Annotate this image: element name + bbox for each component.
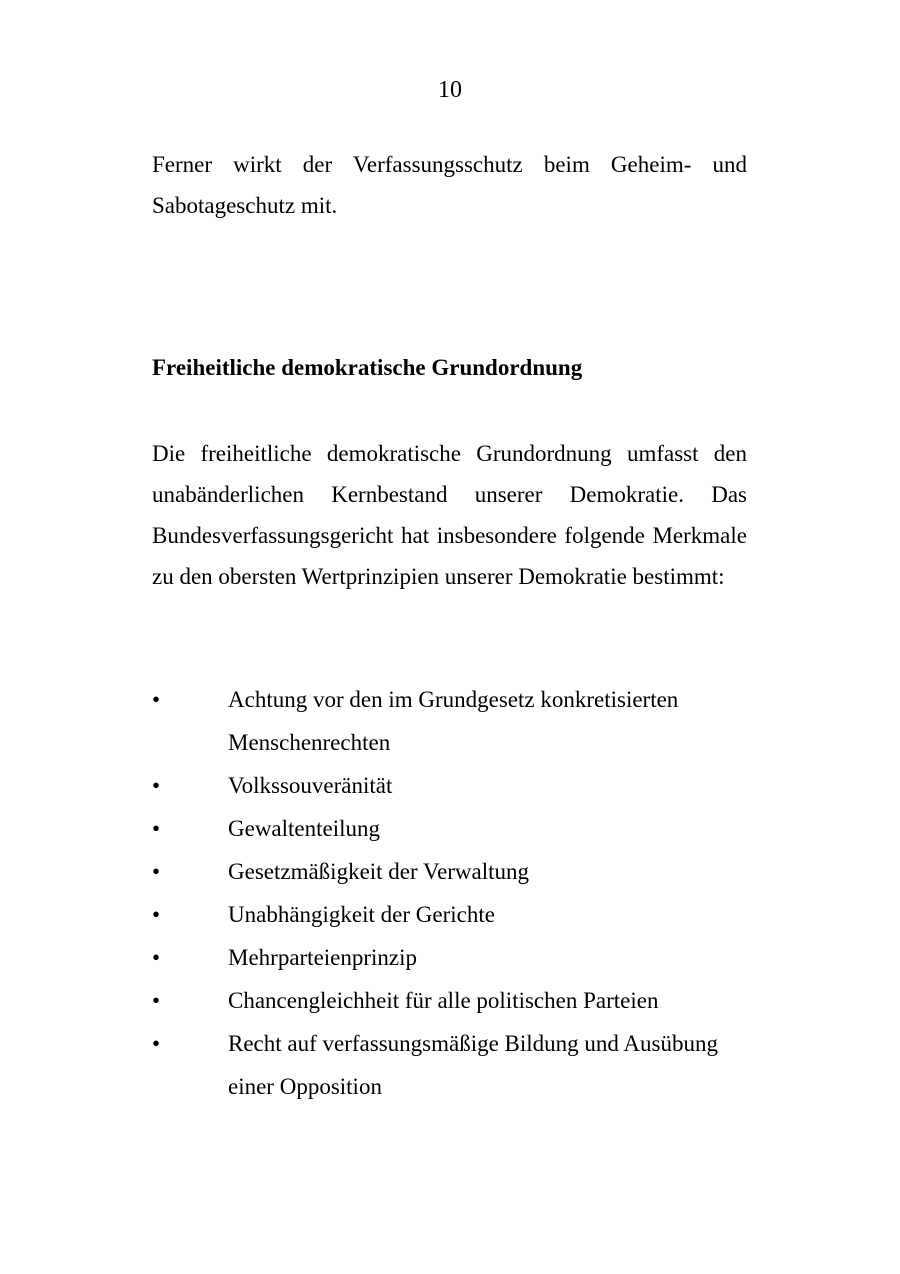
list-item-text: Gesetzmäßigkeit der Verwaltung — [228, 859, 530, 884]
list-item-text: Gewaltenteilung — [228, 816, 381, 841]
section-heading: Freiheitliche demokratische Grundordnung — [152, 355, 583, 380]
bullet-icon: • — [152, 773, 161, 798]
bullet-icon: • — [152, 859, 161, 884]
page-number: 10 — [438, 77, 462, 103]
bullet-icon: • — [152, 902, 161, 927]
list-item-text: Volkssouveränität — [228, 773, 393, 798]
bullet-icon: • — [152, 687, 161, 712]
list-item-text: Unabhängigkeit der Gerichte — [228, 902, 495, 927]
list-item — [152, 893, 747, 936]
list-item-text: Recht auf verfassungsmäßige Bildung und Ausübung einer Opposition — [228, 1031, 718, 1099]
body-paragraph: Die freiheitliche demokratische Grundordnung umfasst den unabänderlichen Kernbestand unserer Demokratie. Das Bundesverfassungsgericht hat insbesondere folgende Merkmale zu den obersten Wertprinzipien unserer Demokratie bestimmt: — [152, 441, 747, 589]
intro-paragraph: Ferner wirkt der Verfassungsschutz beim Geheim- und Sabotageschutz mit. — [152, 152, 747, 218]
bullet-icon: • — [152, 945, 161, 970]
list-item-text: Mehrparteienprinzip — [228, 945, 418, 970]
list-item — [152, 678, 747, 764]
bullet-icon: • — [152, 816, 161, 841]
list-item — [152, 936, 747, 979]
list-item-text: Chancengleichheit für alle politischen Parteien — [228, 988, 659, 1013]
bullet-icon: • — [152, 988, 161, 1013]
list-item — [152, 979, 747, 1022]
principles-list — [152, 678, 747, 1108]
bullet-icon: • — [152, 1031, 161, 1056]
list-item — [152, 1022, 747, 1108]
list-item — [152, 764, 747, 807]
list-item-text: Achtung vor den im Grundgesetz konkretisierten Menschenrechten — [228, 687, 679, 755]
list-item — [152, 807, 747, 850]
list-item — [152, 850, 747, 893]
